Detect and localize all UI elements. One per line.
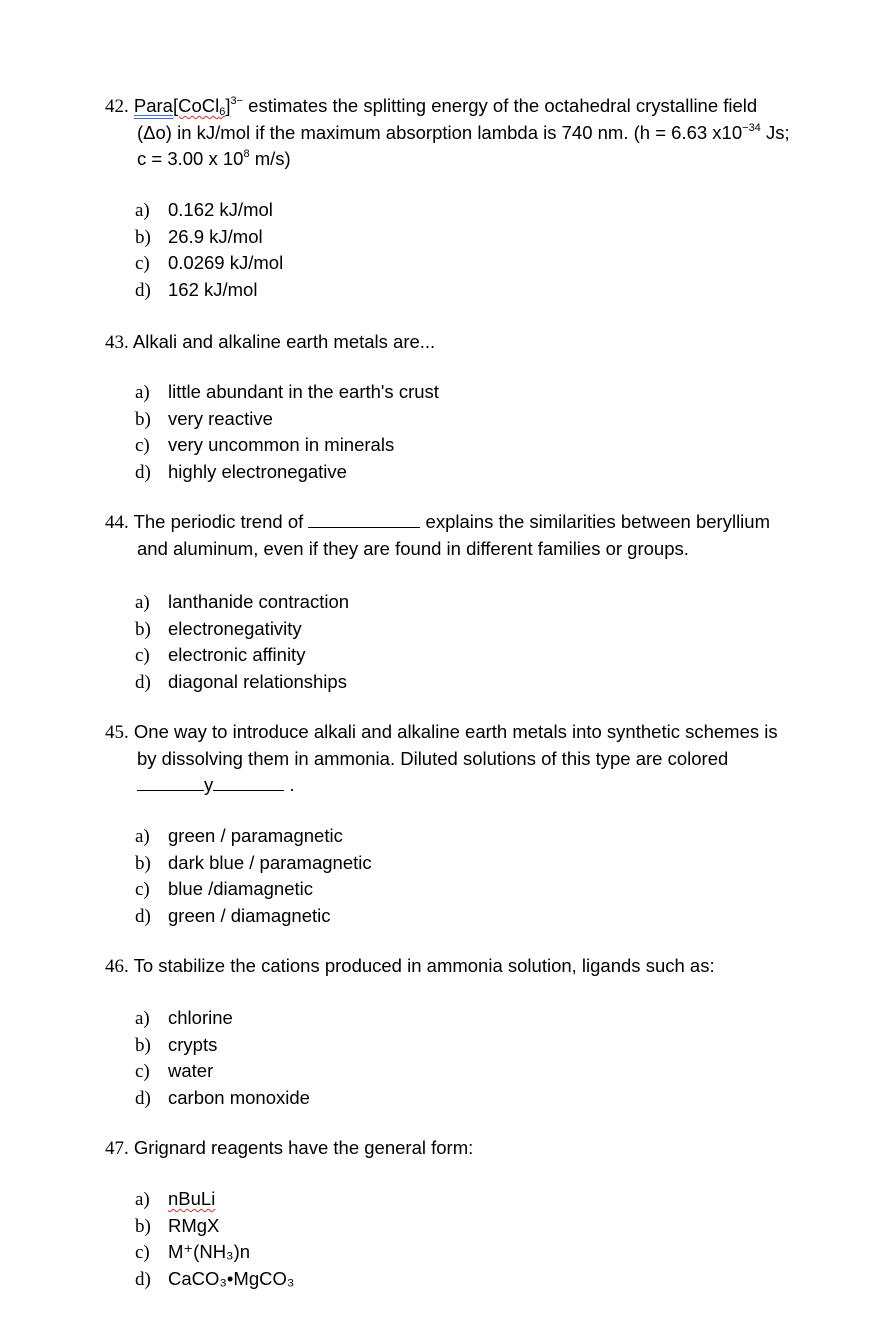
- option-b[interactable]: b) electronegativity: [135, 617, 302, 640]
- option-d[interactable]: d) diagonal relationships: [135, 670, 347, 693]
- question-number: 43.: [105, 332, 129, 353]
- question-45-line-3: y .: [105, 772, 845, 798]
- question-44: 44. The periodic trend of explains the similarities between beryllium and aluminum, even if they are found in different families or groups.: [105, 509, 845, 562]
- question-42: [105, 93, 845, 172]
- complex-formula: [CoCl$_6$]: [172, 95, 231, 118]
- question-42-line-2: (Δo) in kJ/mol if the maximum absorption lambda is 740 nm. (h = 6.63 $x10^{-34}$ Js;: [137, 122, 790, 143]
- option-a[interactable]: a) chlorine: [135, 1007, 233, 1029]
- option-d[interactable]: d) CaCO₃•MgCO₃: [135, 1267, 295, 1290]
- question-42-text: estimates the splitting energy of the octahedral crystalline field: [243, 95, 758, 116]
- question-45-options: [135, 823, 372, 929]
- option-c[interactable]: c) very uncommon in minerals: [135, 434, 395, 456]
- question-42-options: [135, 197, 283, 303]
- question-43: [105, 329, 845, 356]
- question-43-options: [135, 379, 439, 485]
- question-42-line-1: [105, 93, 845, 120]
- option-a[interactable]: a) 0.162 kJ/mol: [135, 199, 273, 221]
- question-42-prefix: Para: [133, 95, 173, 116]
- option-b[interactable]: b) very reactive: [135, 407, 273, 430]
- option-b[interactable]: b) crypts: [135, 1033, 218, 1056]
- question-44-line-2: and aluminum, even if they are found in different families or groups.: [137, 538, 689, 559]
- option-b[interactable]: b) RMgX: [135, 1214, 220, 1237]
- fill-blank-1[interactable]: [137, 772, 204, 791]
- option-d[interactable]: d) 162 kJ/mol: [135, 278, 258, 301]
- question-47: [105, 1135, 845, 1162]
- option-c[interactable]: c) water: [135, 1060, 214, 1082]
- question-number: 44.: [105, 512, 129, 533]
- question-42-line-3: c = 3.00 x $10^8$ m/s): [137, 148, 291, 169]
- option-a[interactable]: a) lanthanide contraction: [135, 591, 350, 613]
- question-47-text: Grignard reagents have the general form:: [133, 1137, 474, 1158]
- question-number: 45.: [105, 722, 129, 743]
- option-b[interactable]: b) dark blue / paramagnetic: [135, 851, 372, 874]
- question-number: 46.: [105, 956, 129, 977]
- option-c[interactable]: c) electronic affinity: [135, 644, 306, 666]
- question-47-options: [135, 1186, 294, 1292]
- option-d[interactable]: d) green / diamagnetic: [135, 904, 331, 927]
- option-a[interactable]: a) little abundant in the earth's crust: [135, 381, 439, 403]
- question-number: 42.: [105, 96, 129, 117]
- question-number: 47.: [105, 1138, 129, 1159]
- option-c[interactable]: c) M⁺(NH₃)n: [135, 1241, 251, 1263]
- fill-blank[interactable]: [308, 509, 420, 528]
- option-d[interactable]: d) highly electronegative: [135, 460, 347, 483]
- complex-charge: 3−: [230, 95, 244, 107]
- option-a[interactable]: a) nBuLi: [135, 1188, 216, 1210]
- question-46-text: To stabilize the cations produced in ammonia solution, ligands such as:: [133, 955, 715, 976]
- fill-blank-2[interactable]: [213, 772, 284, 791]
- question-45: 45. One way to introduce alkali and alkaline earth metals into synthetic schemes is by dissolving them in ammonia. Diluted solutions of this type are colored y .: [105, 719, 845, 798]
- option-b[interactable]: b) 26.9 kJ/mol: [135, 225, 263, 248]
- option-d[interactable]: d) carbon monoxide: [135, 1086, 310, 1109]
- option-a[interactable]: a) green / paramagnetic: [135, 825, 343, 847]
- question-46: [105, 953, 845, 980]
- option-c[interactable]: c) blue /diamagnetic: [135, 878, 314, 900]
- question-46-options: [135, 1005, 310, 1111]
- option-c[interactable]: c) 0.0269 kJ/mol: [135, 252, 284, 274]
- question-43-text: Alkali and alkaline earth metals are...: [132, 331, 436, 352]
- question-44-options: [135, 589, 349, 695]
